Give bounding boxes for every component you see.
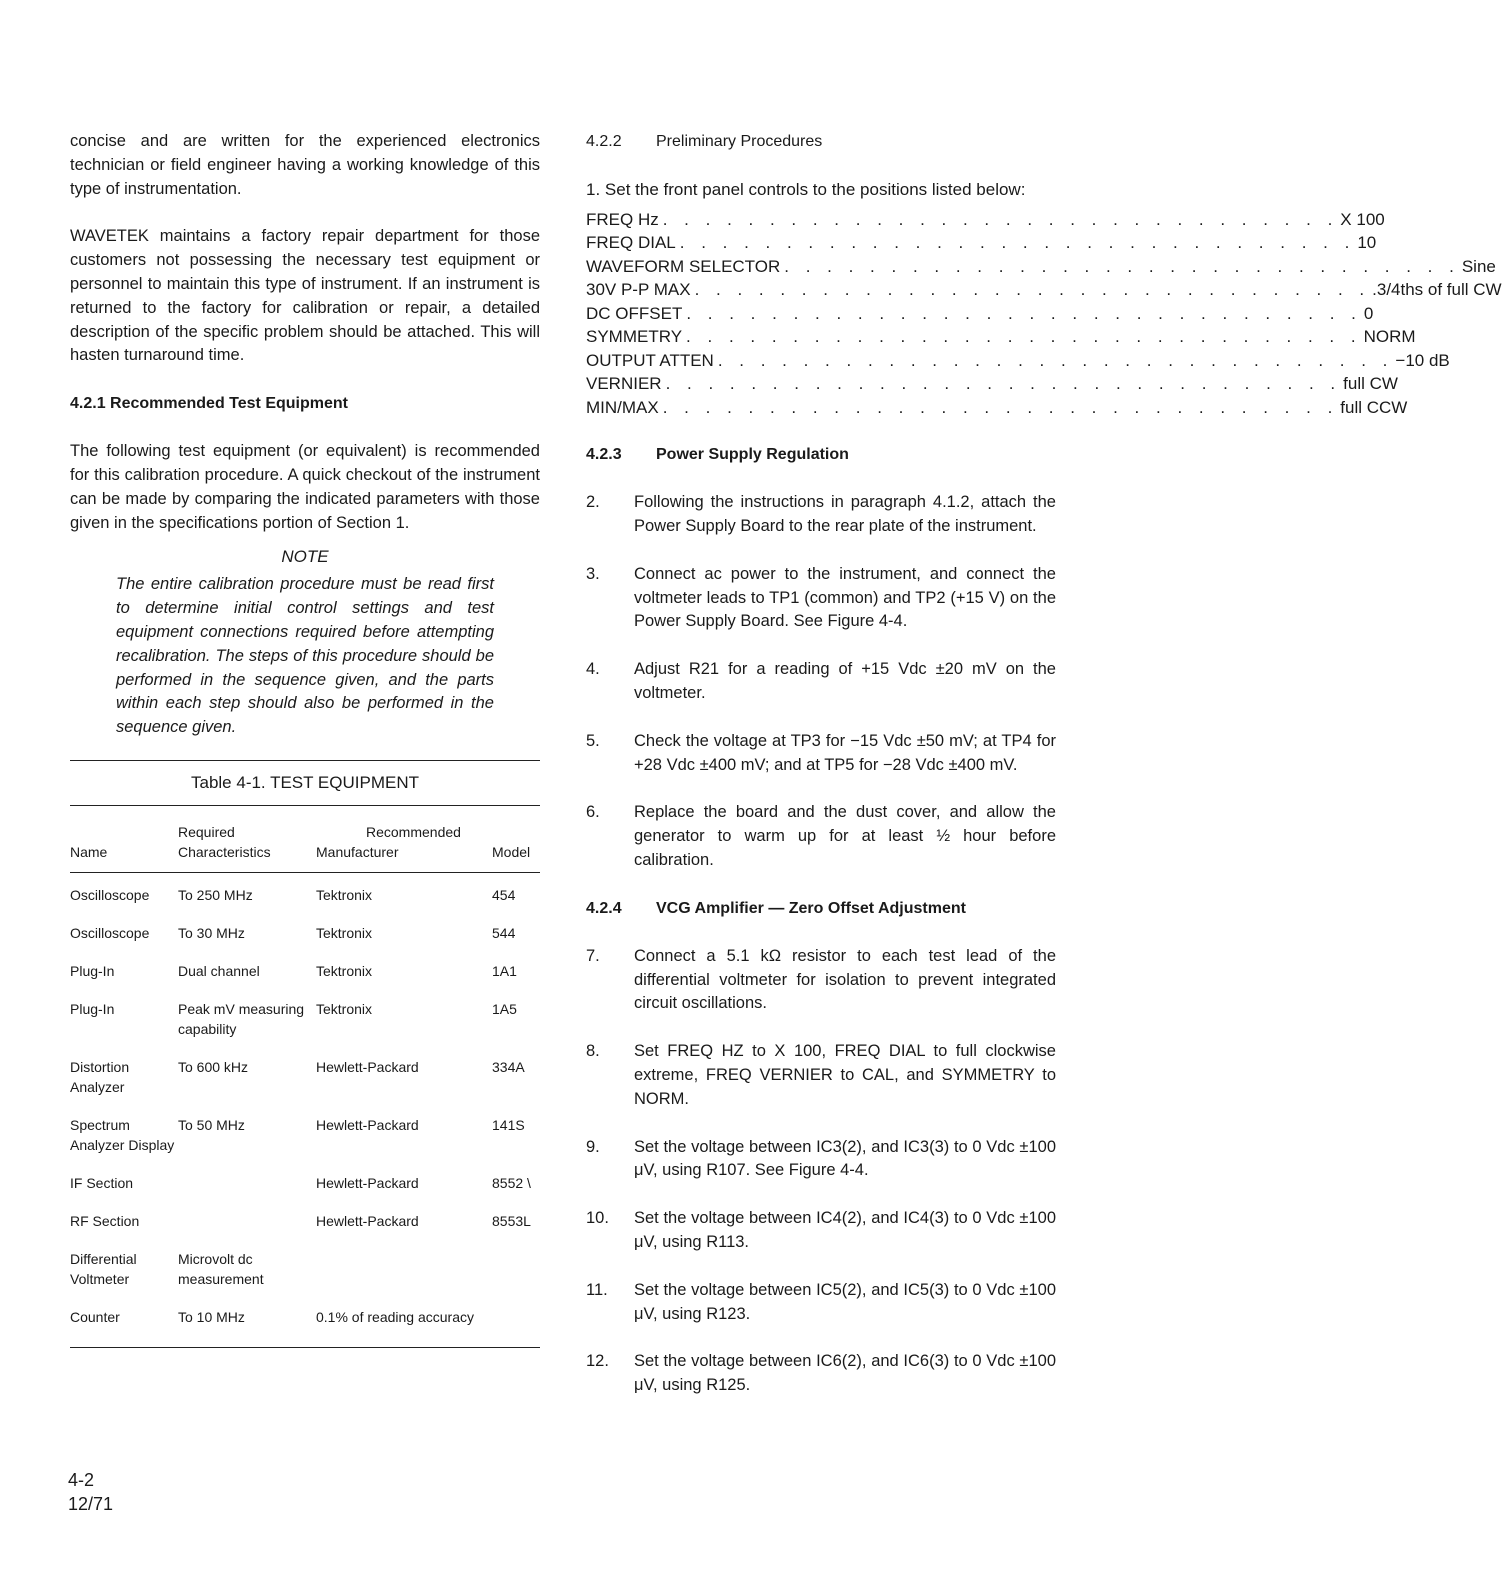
cell-required: Peak mV measuring capability [178,1000,305,1037]
procedure-step [586,1136,1056,1184]
header-name: Name [70,843,108,860]
table-row [70,987,540,1045]
step-text: Replace the board and the dust cover, and allow the generator to warm up for at least ½ hour before calibration. [634,803,1056,870]
cell-manufacturer: Tektronix [316,1000,373,1017]
cell-model: 1A5 [492,1000,517,1017]
setting-value: −10 dB [1395,350,1450,370]
setting-label: OUTPUT ATTEN [586,350,714,370]
step-1: 1. Set the front panel controls to the positions listed below: [586,180,1026,199]
cell-name: Distortion Analyzer [70,1058,130,1095]
procedure-step [586,1040,1056,1111]
leader-dots: . . . . . . . . . . . . . . . . . . . . . . . . . . . . . . . . [686,303,1362,323]
cell-model [492,1237,540,1295]
heading-4-2-1: 4.2.1 Recommended Test Equipment [70,395,348,413]
control-settings-list [586,208,1502,420]
procedure-step [586,563,1056,634]
table-row [70,1199,540,1237]
equipment-paragraph: The following test equipment (or equivalent) is recommended for this calibration procedure. A quick checkout of the instrument can be made by comparing the indicated parameters with those given in the specifications portion of Section 1. [70,442,540,532]
cell-name: Oscilloscope [70,886,150,903]
step-text: Following the instructions in paragraph 4.1.2, attach the Power Supply Board to the rear plate of the instrument. [634,493,1056,536]
table-row [70,1295,540,1333]
cell-manufacturer [316,1237,492,1295]
step-number: 8. [586,1042,600,1061]
cell-model: 454 [492,886,516,903]
right-column [586,130,1502,1398]
cell-model: 544 [492,924,516,941]
table-header-row [70,806,540,872]
cell-manufacturer: Hewlett-Packard [316,1116,419,1133]
cell-required [178,1199,316,1237]
setting-label: FREQ Hz [586,209,659,229]
steps-vcg-amplifier [586,921,1056,1398]
page-number: 4-2 [68,1470,95,1490]
setting-value: Sine [1461,256,1496,276]
setting-label: 30V P-P MAX [586,280,691,300]
step-number: 2. [586,493,600,512]
cell-name: Spectrum Analyzer Display [70,1116,175,1153]
procedure-step [586,1350,1056,1398]
setting-label: DC OFFSET [586,303,683,323]
cell-required: To 50 MHz [178,1116,245,1133]
cell-name: IF Section [70,1174,134,1191]
step-text: Check the voltage at TP3 for −15 Vdc ±50 mV; at TP4 for +28 Vdc ±400 mV; and at TP5 for −28 Vdc ±400 mV. [634,731,1056,774]
setting-row [586,208,1385,232]
procedure-step [586,730,1056,778]
procedure-step [586,1207,1056,1255]
table-bottom-rule [70,1347,540,1348]
header-recommended: Recommended Manufacturer [316,823,461,860]
leader-dots: . . . . . . . . . . . . . . . . . . . . . . . . . . . . . . . . [784,256,1460,276]
leader-dots: . . . . . . . . . . . . . . . . . . . . . . . . . . . . . . . . [686,327,1362,347]
cell-manufacturer: Tektronix [316,962,373,979]
procedure-step [586,491,1056,539]
heading-4-2-2: 4.2.2 Preliminary Procedures [586,133,823,150]
cell-name: RF Section [70,1212,140,1229]
cell-required: To 10 MHz [178,1308,245,1325]
setting-value: 0 [1363,303,1374,323]
cell-name: Plug-In [70,1000,115,1017]
step-number: 5. [586,731,600,750]
step-text: Set the voltage between IC4(2), and IC4(3) to 0 Vdc ±100 μV, using R113. [634,1209,1056,1252]
leader-dots: . . . . . . . . . . . . . . . . . . . . . . . . . . . . . . . . [717,350,1394,370]
step-text: Set the voltage between IC6(2), and IC6(3) to 0 Vdc ±100 μV, using R125. [634,1352,1056,1395]
cell-model: 1A1 [492,962,517,979]
cell-manufacturer: Hewlett-Packard [316,1058,419,1075]
step-number: 4. [586,660,600,679]
table-row [70,1161,540,1199]
note-body: The entire calibration procedure must be read first to determine initial control settings and test equipment connections required before attempting recalibration. The steps of this procedure should be performed in the sequence given, and the parts within each step should also be performed in the sequence given. [116,575,494,737]
cell-model: 141S [492,1116,525,1133]
cell-required: To 30 MHz [178,924,245,941]
cell-name: Differential Voltmeter [70,1250,137,1287]
setting-value: 10 [1357,233,1377,253]
test-equipment-table [70,806,540,1333]
table-row [70,1103,540,1161]
header-model: Model [492,843,531,860]
step-number: 7. [586,946,600,965]
leader-dots: . . . . . . . . . . . . . . . . . . . . . . . . . . . . . . . . [694,280,1371,300]
leader-dots: . . . . . . . . . . . . . . . . . . . . . . . . . . . . . . . . [665,374,1342,394]
setting-row [586,278,1502,302]
cell-manufacturer: Hewlett-Packard [316,1174,419,1191]
setting-value: full CCW [1340,397,1408,417]
cell-name: Oscilloscope [70,924,150,941]
setting-label: SYMMETRY [586,327,683,347]
leader-dots: . . . . . . . . . . . . . . . . . . . . . . . . . . . . . . . . [662,397,1339,417]
left-column [70,130,540,1348]
setting-value: full CW [1343,374,1398,394]
cell-name: Counter [70,1308,120,1325]
step-text: Adjust R21 for a reading of +15 Vdc ±20 mV on the voltmeter. [634,660,1056,703]
setting-label: MIN/MAX [586,397,659,417]
table-row [70,1045,540,1103]
steps-power-supply [586,467,1056,873]
cell-required: Dual channel [178,962,260,979]
page-footer [68,1468,113,1516]
step-number: 11. [586,1280,608,1299]
intro-paragraph: concise and are written for the experienced electronics technician or field engineer having a working knowledge of this type of instrumentation. [70,132,540,198]
cell-manufacturer: Tektronix [316,924,373,941]
leader-dots: . . . . . . . . . . . . . . . . . . . . . . . . . . . . . . . . [679,233,1356,253]
cell-manufacturer: 0.1% of reading accuracy [316,1308,474,1325]
setting-row [586,255,1496,279]
setting-row [586,325,1416,349]
cell-required: To 600 kHz [178,1058,249,1075]
cell-required: Microvolt dc measurement [178,1250,264,1287]
heading-4-2-4: 4.2.4 VCG Amplifier — Zero Offset Adjustment [586,899,966,917]
revision-date: 12/71 [68,1494,114,1514]
note-title: NOTE [281,547,329,567]
cell-required [178,1161,316,1199]
cell-model: 8553L [492,1212,531,1229]
step-text: Set FREQ HZ to X 100, FREQ DIAL to full clockwise extreme, FREQ VERNIER to CAL, and SYMMETRY to NORM. [634,1042,1056,1108]
procedure-step [586,658,1056,706]
step-number: 12. [586,1352,609,1371]
procedure-step [586,945,1056,1016]
leader-dots: . . . . . . . . . . . . . . . . . . . . . . . . . . . . . . . . [662,209,1339,229]
header-required: Required Characteristics [178,823,271,860]
step-text: Connect a 5.1 kΩ resistor to each test lead of the differential voltmeter for isolation to prevent integrated circuit oscillations. [634,946,1056,1013]
step-number: 10. [586,1209,609,1228]
cell-model: 8552 \ [492,1174,531,1191]
setting-row [586,302,1374,326]
procedure-step [586,1279,1056,1327]
setting-row [586,396,1408,420]
step-text: Set the voltage between IC3(2), and IC3(3) to 0 Vdc ±100 μV, using R107. See Figure 4-4. [634,1137,1056,1180]
step-text: Connect ac power to the instrument, and connect the voltmeter leads to TP1 (common) and TP2 (+15 V) on the Power Supply Board. See Figure 4-4. [634,564,1056,631]
setting-row [586,349,1450,373]
repair-paragraph: WAVETEK maintains a factory repair department for those customers not possessing the necessary test equipment or personnel to maintain this type of instrument. If an instrument is returned to the factory for calibration or repair, a detailed description of the specific problem should be attached. This will hasten turnaround time. [70,227,540,365]
procedure-step [586,801,1056,872]
cell-manufacturer: Hewlett-Packard [316,1212,419,1229]
setting-row [586,231,1377,255]
step-number: 3. [586,564,600,583]
table-caption: Table 4-1. TEST EQUIPMENT [191,772,419,792]
table-row [70,949,540,987]
table-row [70,911,540,949]
setting-label: WAVEFORM SELECTOR [586,256,781,276]
heading-4-2-3: 4.2.3 Power Supply Regulation [586,446,849,464]
cell-manufacturer: Tektronix [316,886,373,903]
table-body [70,873,540,1333]
step-number: 6. [586,803,600,822]
step-text: Set the voltage between IC5(2), and IC5(3) to 0 Vdc ±100 μV, using R123. [634,1280,1056,1323]
setting-label: VERNIER [586,374,662,394]
setting-value: .3/4ths of full CW [1372,280,1502,300]
setting-value: NORM [1363,327,1416,347]
cell-model: 334A [492,1058,525,1075]
setting-row [586,372,1398,396]
table-row [70,873,540,911]
cell-required: To 250 MHz [178,886,253,903]
cell-name: Plug-In [70,962,115,979]
step-number: 9. [586,1137,600,1156]
setting-value: X 100 [1340,209,1385,229]
setting-label: FREQ DIAL [586,233,676,253]
table-row [70,1237,540,1295]
